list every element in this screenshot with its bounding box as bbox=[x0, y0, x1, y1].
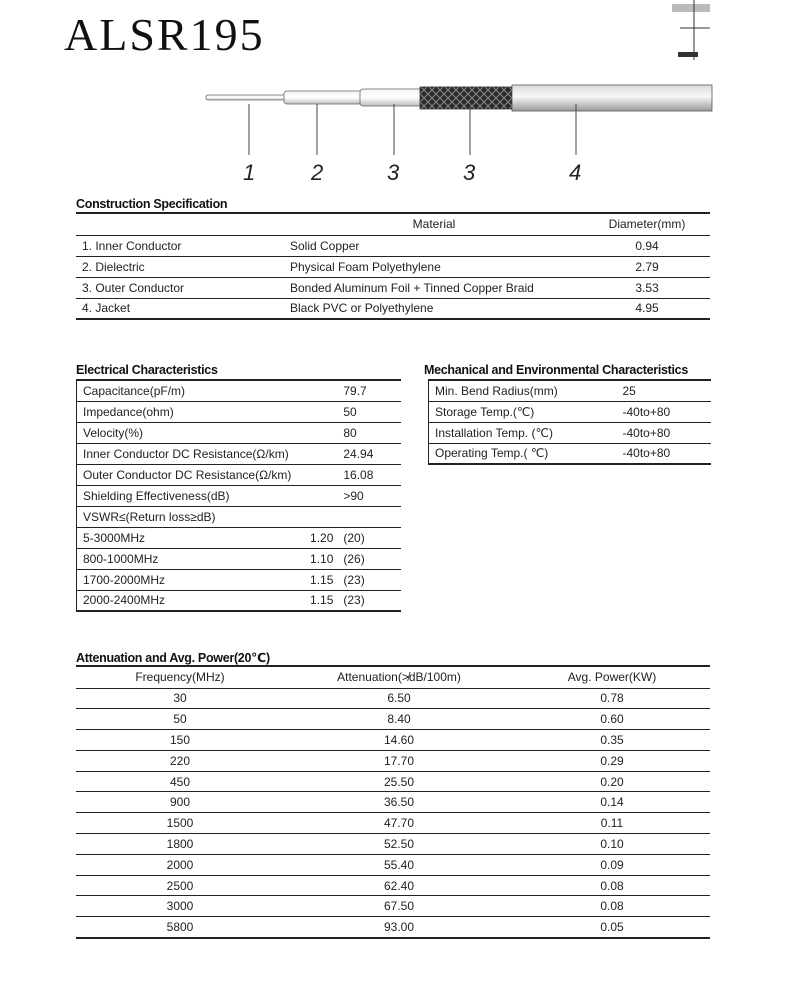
property-label: Inner Conductor DC Resistance(Ω/km) bbox=[77, 443, 298, 464]
diameter-value: 0.94 bbox=[584, 235, 710, 256]
table-row bbox=[76, 709, 710, 730]
electrical-heading: Electrical Characteristics bbox=[76, 363, 218, 377]
frequency-value: 1800 bbox=[76, 834, 284, 855]
attenuation-table bbox=[76, 665, 710, 939]
power-value: 0.05 bbox=[600, 919, 624, 934]
table-row bbox=[76, 917, 710, 938]
callout-dielectric: 2 bbox=[311, 160, 324, 185]
material-value: Bonded Aluminum Foil + Tinned Copper Braid bbox=[284, 277, 584, 298]
table-row bbox=[76, 834, 710, 855]
table-row bbox=[76, 875, 710, 896]
table-row bbox=[76, 688, 710, 709]
page-title: ALSR195 bbox=[64, 9, 265, 60]
table-row bbox=[76, 813, 710, 834]
property-label: Velocity(%) bbox=[77, 422, 298, 443]
property-value: 24.94 bbox=[337, 443, 401, 464]
property-value: -40to+80 bbox=[617, 401, 712, 422]
material-value: Physical Foam Polyethylene bbox=[284, 256, 584, 277]
power-value: 0.09 bbox=[514, 854, 710, 875]
property-value: 25 bbox=[617, 380, 712, 401]
property-value: 50 bbox=[337, 401, 401, 422]
material-value: Black PVC or Polyethylene bbox=[290, 301, 434, 316]
vswr-value bbox=[297, 422, 337, 443]
table-row bbox=[76, 896, 710, 917]
frequency-value: 2500 bbox=[76, 875, 284, 896]
power-value: 0.08 bbox=[514, 896, 710, 917]
callout-inner-conductor: 1 bbox=[243, 160, 256, 185]
property-value: (20) bbox=[337, 527, 401, 548]
table-row bbox=[429, 380, 712, 401]
power-value: 0.08 bbox=[514, 875, 710, 896]
col-part bbox=[76, 213, 284, 235]
material-value: Solid Copper bbox=[284, 235, 584, 256]
power-value: 0.35 bbox=[514, 730, 710, 751]
part-name: 4. Jacket bbox=[82, 301, 131, 316]
table-row bbox=[76, 854, 710, 875]
attenuation-value: 47.70 bbox=[284, 813, 514, 834]
attenuation-value: 67.50 bbox=[284, 896, 514, 917]
table-row bbox=[77, 527, 402, 548]
property-value: 16.08 bbox=[337, 464, 401, 485]
property-label: Installation Temp. (℃) bbox=[429, 422, 617, 443]
property-label: Storage Temp.(℃) bbox=[429, 401, 617, 422]
callout-lines bbox=[0, 0, 800, 190]
attenuation-value: 14.60 bbox=[284, 730, 514, 751]
frequency-value: 3000 bbox=[76, 896, 284, 917]
col-material: Material bbox=[284, 213, 584, 235]
property-label: Operating Temp.( ℃) bbox=[429, 443, 617, 464]
callout-braid: 3 bbox=[463, 160, 476, 185]
vswr-value: 1.20 bbox=[297, 527, 337, 548]
table-row bbox=[429, 443, 712, 464]
table-row bbox=[76, 235, 710, 256]
attenuation-heading: Attenuation and Avg. Power(20℃) bbox=[76, 651, 270, 665]
power-value: 0.10 bbox=[514, 834, 710, 855]
table-header-row bbox=[76, 666, 710, 688]
callout-foil: 3 bbox=[387, 160, 400, 185]
frequency-value: 220 bbox=[76, 750, 284, 771]
mechanical-table bbox=[428, 379, 711, 465]
power-value: 0.14 bbox=[514, 792, 710, 813]
construction-table bbox=[76, 212, 710, 320]
table-row bbox=[77, 401, 402, 422]
table-row bbox=[77, 569, 402, 590]
frequency-value: 5800 bbox=[166, 919, 194, 934]
property-label: Impedance(ohm) bbox=[77, 401, 298, 422]
table-row bbox=[77, 443, 402, 464]
table-row bbox=[77, 422, 402, 443]
property-label: 800-1000MHz bbox=[77, 548, 298, 569]
attenuation-value: 25.50 bbox=[284, 771, 514, 792]
vswr-value bbox=[297, 443, 337, 464]
frequency-value: 450 bbox=[76, 771, 284, 792]
table-row bbox=[76, 771, 710, 792]
property-value bbox=[337, 506, 401, 527]
table-row bbox=[77, 590, 402, 611]
property-value: (26) bbox=[337, 548, 401, 569]
power-value: 0.29 bbox=[514, 750, 710, 771]
table-row bbox=[76, 730, 710, 751]
vswr-value: 1.10 bbox=[297, 548, 337, 569]
property-label: Capacitance(pF/m) bbox=[77, 380, 298, 401]
table-row bbox=[429, 422, 712, 443]
vswr-value bbox=[297, 485, 337, 506]
attenuation-value: 52.50 bbox=[284, 834, 514, 855]
part-name: 3. Outer Conductor bbox=[76, 277, 284, 298]
vswr-value bbox=[297, 464, 337, 485]
table-row bbox=[77, 380, 402, 401]
property-label: 5-3000MHz bbox=[77, 527, 298, 548]
power-value: 0.11 bbox=[514, 813, 710, 834]
frequency-value: 30 bbox=[76, 688, 284, 709]
property-label: Shielding Effectiveness(dB) bbox=[77, 485, 298, 506]
table-row bbox=[77, 506, 402, 527]
col-frequency: Frequency(MHz) bbox=[76, 666, 284, 688]
construction-heading: Construction Specification bbox=[76, 197, 228, 211]
table-row bbox=[77, 485, 402, 506]
diameter-value: 2.79 bbox=[584, 256, 710, 277]
attenuation-value: 6.50 bbox=[284, 688, 514, 709]
attenuation-value: 36.50 bbox=[284, 792, 514, 813]
frequency-value: 150 bbox=[76, 730, 284, 751]
mechanical-heading: Mechanical and Environmental Characteristics bbox=[424, 363, 688, 377]
property-label: Min. Bend Radius(mm) bbox=[429, 380, 617, 401]
callout-jacket: 4 bbox=[569, 160, 582, 185]
vswr-value: 1.15 bbox=[297, 569, 337, 590]
vswr-value bbox=[297, 401, 337, 422]
table-row bbox=[429, 401, 712, 422]
property-label: 2000-2400MHz bbox=[77, 590, 298, 611]
table-row bbox=[77, 548, 402, 569]
property-value: -40to+80 bbox=[622, 446, 671, 461]
property-label: Outer Conductor DC Resistance(Ω/km) bbox=[77, 464, 298, 485]
property-value: >90 bbox=[337, 485, 401, 506]
table-row bbox=[76, 750, 710, 771]
vswr-value bbox=[297, 506, 337, 527]
diameter-value: 4.95 bbox=[635, 301, 659, 316]
table-row bbox=[76, 277, 710, 298]
col-attenuation: Attenuation(≯dB/100m) bbox=[284, 666, 514, 688]
diameter-value: 3.53 bbox=[584, 277, 710, 298]
property-value: 79.7 bbox=[337, 380, 401, 401]
power-value: 0.20 bbox=[514, 771, 710, 792]
part-name: 2. Dielectric bbox=[76, 256, 284, 277]
attenuation-value: 8.40 bbox=[284, 709, 514, 730]
property-value: 80 bbox=[337, 422, 401, 443]
attenuation-value: 17.70 bbox=[284, 750, 514, 771]
part-name: 1. Inner Conductor bbox=[76, 235, 284, 256]
col-power: Avg. Power(KW) bbox=[514, 666, 710, 688]
vswr-value bbox=[297, 380, 337, 401]
power-value: 0.60 bbox=[514, 709, 710, 730]
attenuation-value: 55.40 bbox=[284, 854, 514, 875]
property-value: (23) bbox=[343, 593, 365, 608]
attenuation-value: 62.40 bbox=[284, 875, 514, 896]
property-label: VSWR≤(Return loss≥dB) bbox=[77, 506, 298, 527]
table-row bbox=[76, 298, 710, 319]
property-value: (23) bbox=[337, 569, 401, 590]
table-header-row bbox=[76, 213, 710, 235]
property-label: 1700-2000MHz bbox=[77, 569, 298, 590]
electrical-table bbox=[76, 379, 401, 612]
frequency-value: 900 bbox=[76, 792, 284, 813]
frequency-value: 50 bbox=[76, 709, 284, 730]
frequency-value: 1500 bbox=[76, 813, 284, 834]
attenuation-value: 93.00 bbox=[383, 919, 415, 934]
table-row bbox=[76, 256, 710, 277]
col-diameter: Diameter(mm) bbox=[584, 213, 710, 235]
frequency-value: 2000 bbox=[76, 854, 284, 875]
property-value: -40to+80 bbox=[617, 422, 712, 443]
table-row bbox=[77, 464, 402, 485]
power-value: 0.78 bbox=[514, 688, 710, 709]
vswr-value: 1.15 bbox=[310, 593, 334, 608]
table-row bbox=[76, 792, 710, 813]
